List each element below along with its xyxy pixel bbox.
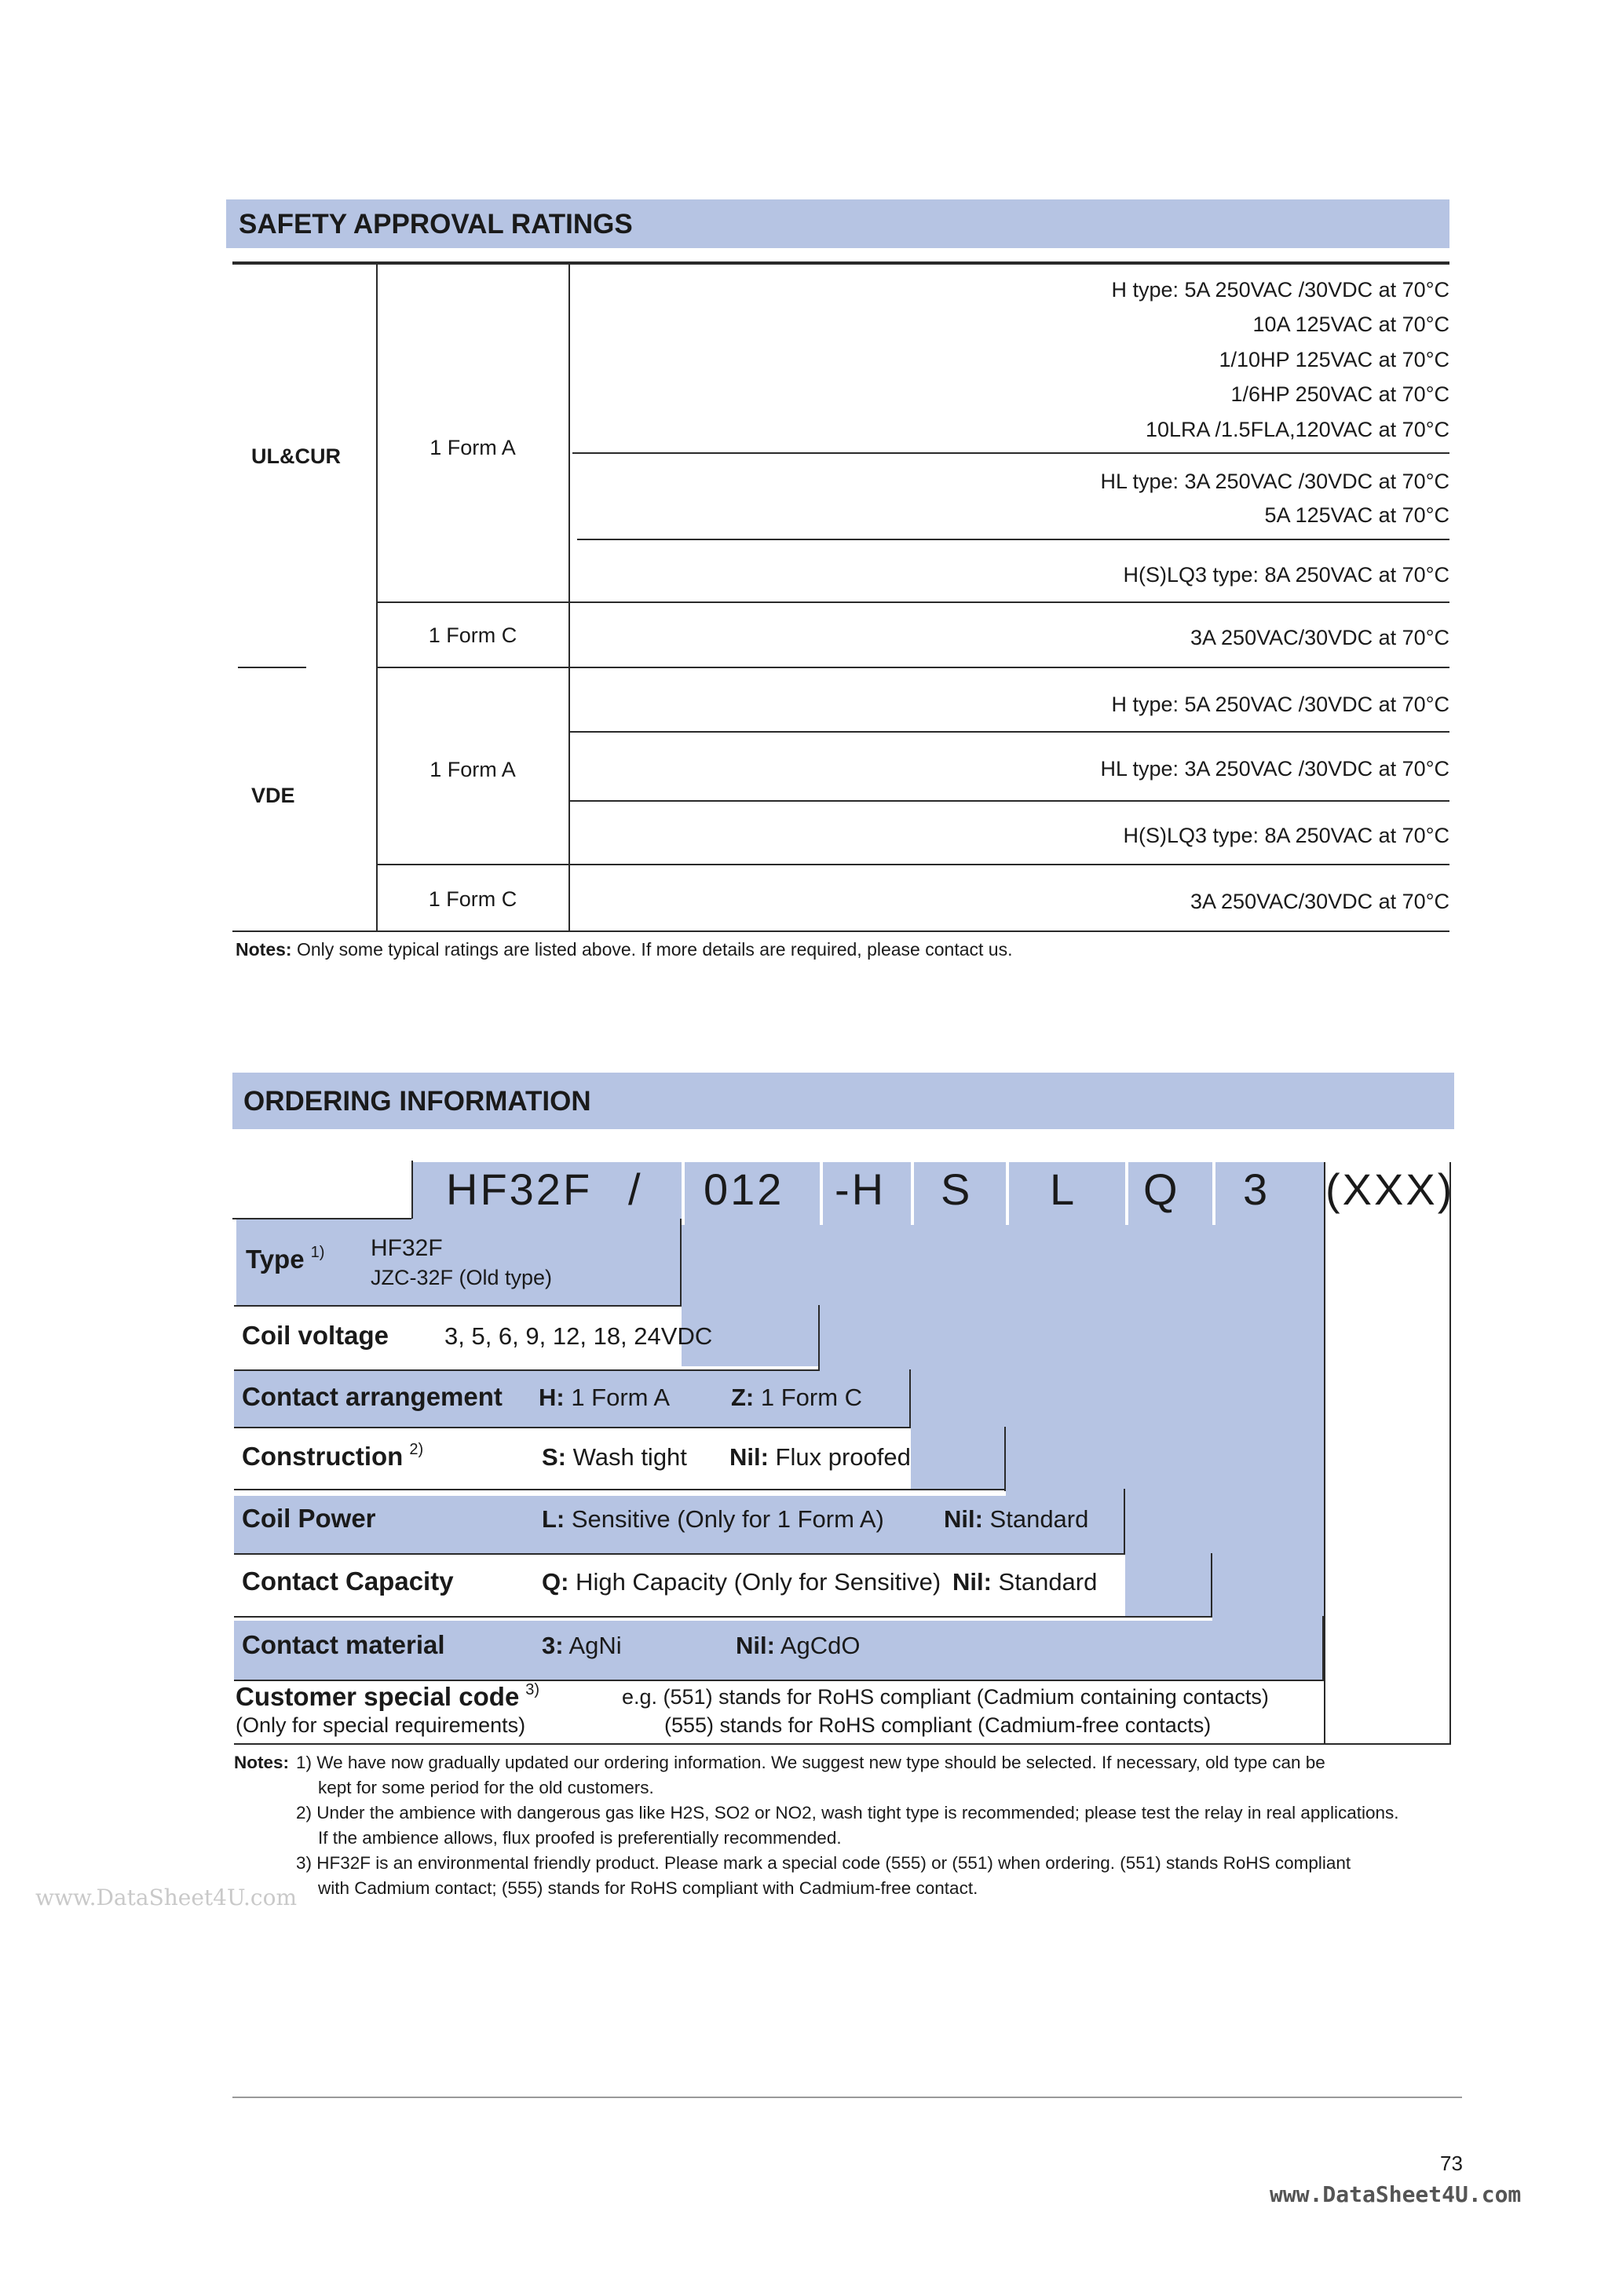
code-separator (682, 1162, 685, 1225)
step-edge (234, 1680, 1324, 1681)
contact-capacity-label: Contact Capacity (242, 1567, 454, 1596)
code-separator (1212, 1162, 1215, 1225)
ul-hl-rating-1: HL type: 3A 250VAC /30VDC at 70°C (1100, 470, 1449, 493)
contact-material-nil: Nil: AgCdO (736, 1632, 861, 1659)
construction-s: S: Wash tight (542, 1443, 687, 1471)
safety-col-divider-2 (568, 263, 570, 930)
code-part-arrangement: -H (835, 1164, 886, 1214)
type-value-1: HF32F (371, 1235, 443, 1261)
coil-power-l: L: Sensitive (Only for 1 Form A) (542, 1505, 884, 1533)
safety-table-bottom-rule (232, 930, 1449, 932)
coil-power-label: Coil Power (242, 1504, 376, 1533)
contact-capacity-q: Q: High Capacity (Only for Sensitive) (542, 1568, 941, 1596)
step-edge (234, 1305, 682, 1307)
ul-form-c-label: 1 Form C (428, 623, 517, 647)
step-edge (1124, 1489, 1125, 1555)
ordering-note-3a: 3) HF32F is an environmental friendly product. Please mark a special code (555) or (551) when ordering. (551) stands RoHS compliant (296, 1853, 1351, 1873)
safety-row-rule (377, 667, 1449, 668)
step-edge (234, 1369, 820, 1371)
ul-hl-rating-2: 5A 125VAC at 70°C (1264, 503, 1449, 527)
ul-hslq3-rating: H(S)LQ3 type: 8A 250VAC at 70°C (1123, 563, 1449, 587)
capacity-code-column (1125, 1162, 1212, 1617)
coil-power-nil: Nil: Standard (944, 1505, 1089, 1533)
code-separator (1125, 1162, 1128, 1225)
ul-h-rating-4: 1/6HP 250VAC at 70°C (1230, 382, 1449, 406)
step-edge (234, 1553, 1125, 1555)
customer-special-example-1: e.g. (551) stands for RoHS compliant (Cadmium containing contacts) (622, 1685, 1269, 1709)
watermark-right: www.DataSheet4U.com (1270, 2181, 1522, 2207)
safety-table-top-rule (232, 261, 1449, 265)
customer-special-example-2: (555) stands for RoHS compliant (Cadmium-free contacts) (664, 1713, 1212, 1737)
ordering-bottom-rule (234, 1743, 1451, 1745)
contact-capacity-nil: Nil: Standard (952, 1568, 1098, 1596)
ordering-note-1b: kept for some period for the old customers. (318, 1778, 654, 1797)
code-frame-left (411, 1161, 413, 1219)
code-part-material: 3 (1243, 1164, 1270, 1214)
vde-hslq3-rating: H(S)LQ3 type: 8A 250VAC at 70°C (1123, 824, 1449, 847)
material-code-column (1212, 1162, 1324, 1680)
ul-h-rating-1: H type: 5A 250VAC /30VDC at 70°C (1111, 278, 1449, 302)
page-number: 73 (1440, 2152, 1463, 2175)
contact-arrangement-h: H: 1 Form A (539, 1384, 671, 1411)
step-edge (1211, 1553, 1212, 1618)
safety-row-rule (568, 731, 1449, 733)
ordering-note-1a: 1) We have now gradually updated our ordering information. We suggest new type should be selected. If necessary, old type can be (296, 1753, 1325, 1772)
ul-cur-label: UL&CUR (251, 444, 341, 468)
safety-row-rule (377, 601, 1449, 603)
code-separator (820, 1162, 823, 1225)
customer-special-code-sub: (Only for special requirements) (236, 1713, 526, 1737)
vde-form-c-label: 1 Form C (428, 887, 517, 911)
step-edge (909, 1369, 911, 1428)
ul-h-rating-3: 1/10HP 125VAC at 70°C (1219, 348, 1449, 371)
step-edge (818, 1305, 820, 1371)
code-part-coil-power: L (1050, 1164, 1077, 1214)
construction-nil: Nil: Flux proofed (729, 1443, 911, 1471)
customer-special-code-label: Customer special code $^{3)}$ (236, 1681, 540, 1711)
contact-material-label: Contact material (242, 1630, 445, 1659)
safety-title: SAFETY APPROVAL RATINGS (239, 209, 633, 239)
construction-label: Construction $^{2)}$ (242, 1441, 424, 1471)
type-label: Type $^{1)}$ (246, 1244, 325, 1274)
ordering-notes-label: Notes: (234, 1753, 290, 1772)
type-value-2: JZC-32F (Old type) (371, 1266, 553, 1289)
ul-form-c-rating: 3A 250VAC/30VDC at 70°C (1190, 626, 1449, 649)
safety-row-rule (377, 864, 1449, 865)
contact-arrangement-label: Contact arrangement (242, 1382, 503, 1411)
customer-code-frame-right (1449, 1162, 1451, 1744)
safety-notes-label: Notes: (236, 939, 292, 960)
customer-code-frame (1324, 1162, 1325, 1744)
ordering-note-2b: If the ambience allows, flux proofed is preferentially recommended. (318, 1828, 842, 1848)
ordering-title: ORDERING INFORMATION (243, 1086, 591, 1117)
safety-row-rule (572, 452, 1449, 454)
safety-group-rule-short (238, 667, 306, 668)
code-part-slash: / (628, 1164, 643, 1214)
safety-notes-text: Only some typical ratings are listed above. If more details are required, please contact us. (291, 939, 1013, 960)
code-part-capacity: Q (1143, 1164, 1180, 1214)
vde-label: VDE (251, 784, 295, 807)
coil-voltage-label: Coil voltage (242, 1321, 389, 1350)
ul-form-a-label: 1 Form A (430, 436, 516, 459)
code-part-series: HF32F (446, 1164, 593, 1214)
safety-row-rule (568, 800, 1449, 802)
vde-hl-rating: HL type: 3A 250VAC /30VDC at 70°C (1100, 757, 1449, 781)
ordering-note-2a: 2) Under the ambience with dangerous gas like H2S, SO2 or NO2, wash tight type is recommended; please test the relay in real applications. (296, 1803, 1399, 1823)
coil-voltage-value: 3, 5, 6, 9, 12, 18, 24VDC (444, 1322, 713, 1350)
watermark-left: www.DataSheet4U.com (35, 1885, 298, 1910)
step-edge (234, 1489, 1006, 1490)
code-part-special: (XXX) (1325, 1164, 1455, 1214)
code-separator (911, 1162, 914, 1225)
step-edge (234, 1616, 1212, 1618)
step-edge (680, 1219, 682, 1307)
vde-form-c-rating: 3A 250VAC/30VDC at 70°C (1190, 890, 1449, 913)
contact-material-3: 3: AgNi (542, 1632, 622, 1659)
code-baseline (232, 1218, 411, 1219)
safety-row-rule (577, 539, 1449, 540)
code-part-construction: S (941, 1164, 973, 1214)
safety-col-divider-1 (376, 263, 378, 930)
step-edge (234, 1427, 911, 1428)
vde-form-a-label: 1 Form A (430, 758, 516, 781)
ul-h-rating-5: 10LRA /1.5FLA,120VAC at 70°C (1145, 418, 1449, 441)
vde-h-rating: H type: 5A 250VAC /30VDC at 70°C (1111, 693, 1449, 716)
code-separator (1006, 1162, 1009, 1225)
safety-notes (236, 939, 1012, 960)
contact-arrangement-z: Z: 1 Form C (731, 1384, 863, 1411)
ul-h-rating-2: 10A 125VAC at 70°C (1252, 313, 1449, 336)
step-edge (1004, 1427, 1006, 1491)
code-part-voltage: 012 (704, 1164, 784, 1214)
ordering-note-3b: with Cadmium contact; (555) stands for RoHS compliant with Cadmium-free contact. (318, 1878, 978, 1898)
footer-rule (232, 2097, 1462, 2098)
